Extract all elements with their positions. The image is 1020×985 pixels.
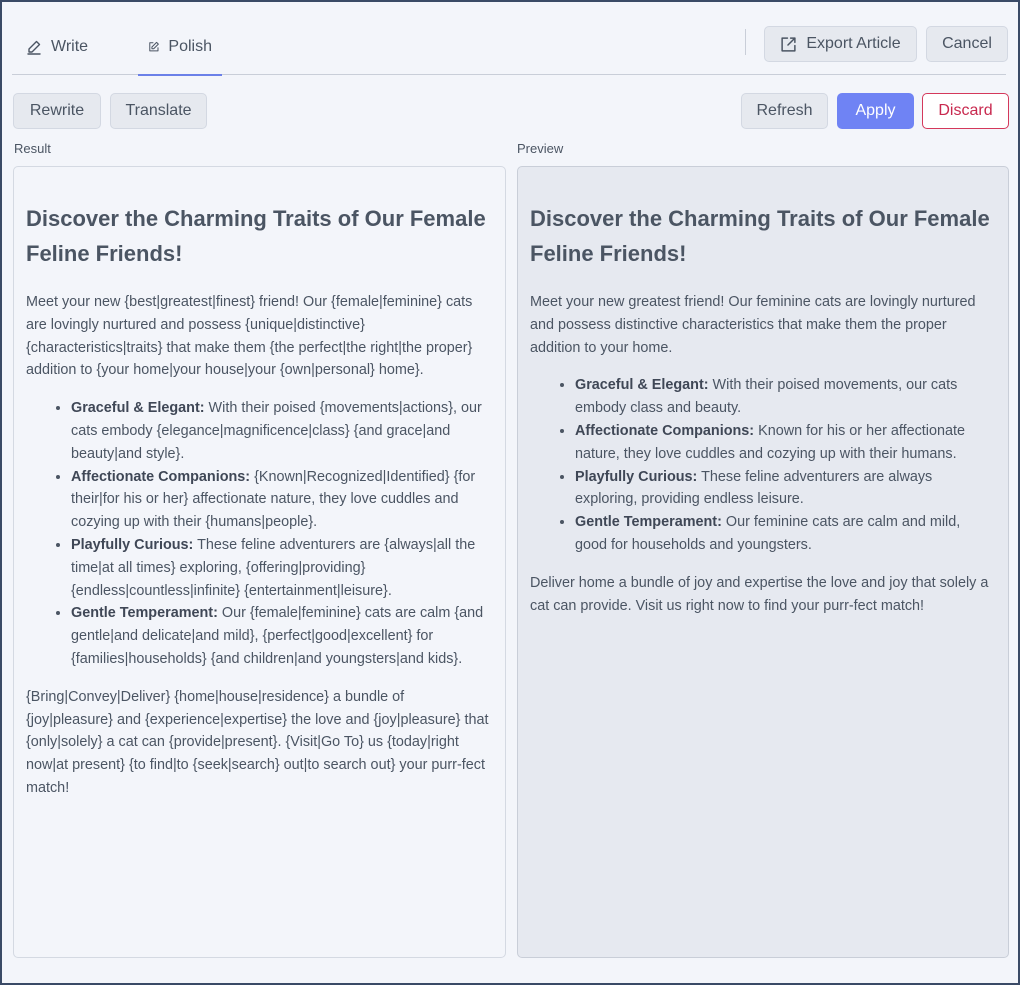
bullet-title: Gentle Temperament: (71, 605, 218, 622)
refresh-button[interactable]: Refresh (741, 93, 828, 129)
top-bar (12, 18, 1006, 75)
result-bullet-list (26, 397, 493, 671)
tab-write[interactable] (16, 18, 98, 75)
pencil-icon (26, 39, 42, 55)
preview-panel (517, 166, 1009, 958)
translate-button[interactable]: Translate (110, 93, 207, 129)
external-link-icon (780, 36, 797, 53)
export-article-label: Export Article (806, 35, 901, 52)
bullet-title: Graceful & Elegant: (575, 377, 709, 394)
bullet-title: Affectionate Companions: (575, 422, 755, 439)
list-item (575, 374, 996, 420)
bullet-text: Known for his or her affectionate nature, they love cuddles and cozying up with their humans. (575, 422, 966, 462)
list-item (71, 602, 493, 670)
bullet-title: Graceful & Elegant: (71, 400, 205, 417)
bullet-text: With their poised movements, our cats embody class and beauty. (575, 377, 958, 417)
tab-polish[interactable] (138, 18, 222, 75)
preview-label: Preview (517, 141, 564, 156)
list-item (575, 511, 996, 557)
cancel-button[interactable]: Cancel (926, 26, 1008, 62)
export-article-button[interactable] (764, 26, 917, 62)
preview-outro: Deliver home a bundle of joy and expertise the love and joy that solely a cat can provide. Visit us right now to find your purr-fect match! (530, 574, 989, 614)
bullet-text: These feline adventurers are always exploring, providing endless leisure. (575, 468, 933, 508)
apply-button[interactable]: Apply (837, 93, 914, 129)
list-item (71, 534, 493, 602)
rewrite-button[interactable]: Rewrite (13, 93, 101, 129)
edit-square-icon (148, 39, 159, 55)
header-divider (745, 29, 746, 55)
result-outro: {Bring|Convey|Deliver} {home|house|residence} a bundle of {joy|pleasure} and {experience|expertise} the love and {joy|pleasure} that {only|solely} a cat can {provide|present}. {Visit|Go To} us {today|right now|at present} {to find|to {seek|search} out|to search out} your purr-fect match! (26, 688, 489, 796)
list-item (71, 466, 493, 534)
result-intro: Meet your new {best|greatest|finest} friend! Our {female|feminine} cats are lovingly nurtured and possess {unique|distinctive} {characteristics|traits} that make them {the perfect|the right|the proper} addition to {your home|your house|your {own|personal} home}. (26, 294, 473, 379)
bullet-text: Our {female|feminine} cats are calm {and gentle|and delicate|and mild}, {perfect|good|excellent} for {families|households} {and children|and youngsters|and kids}. (71, 605, 484, 667)
bullet-title: Gentle Temperament: (575, 514, 722, 531)
bullet-text: Our feminine cats are calm and mild, good for households and youngsters. (575, 514, 961, 553)
list-item (71, 397, 493, 465)
bullet-text: With their poised {movements|actions}, our cats embody {elegance|magnificence|class} {and grace|and beauty|and style}. (71, 400, 482, 462)
preview-bullet-list (530, 374, 996, 556)
result-title: Discover the Charming Traits of Our Female Feline Friends! (26, 206, 486, 266)
result-editor[interactable] (13, 166, 506, 958)
discard-button[interactable]: Discard (922, 93, 1009, 129)
bullet-title: Playfully Curious: (575, 468, 698, 485)
bullet-text: {Known|Recognized|Identified} {for their|for his or her} affectionate nature, they love cuddles and cozying up with their {humans|people}. (71, 468, 476, 531)
tab-polish-label: Polish (168, 37, 212, 55)
result-label: Result (14, 141, 51, 156)
bullet-text: These feline adventurers are {always|all the time|at all times} exploring, {offering|providing} {endless|countless|infinite} {entertainment|leisure}. (71, 536, 476, 599)
list-item (575, 466, 996, 512)
preview-intro: Meet your new greatest friend! Our feminine cats are lovingly nurtured and possess distinctive characteristics that make them the proper addition to your home. (530, 294, 976, 356)
bullet-title: Affectionate Companions: (71, 468, 251, 485)
list-item (575, 420, 996, 466)
preview-title: Discover the Charming Traits of Our Female Feline Friends! (530, 206, 990, 266)
tab-write-label: Write (51, 37, 89, 55)
bullet-title: Playfully Curious: (71, 536, 194, 553)
